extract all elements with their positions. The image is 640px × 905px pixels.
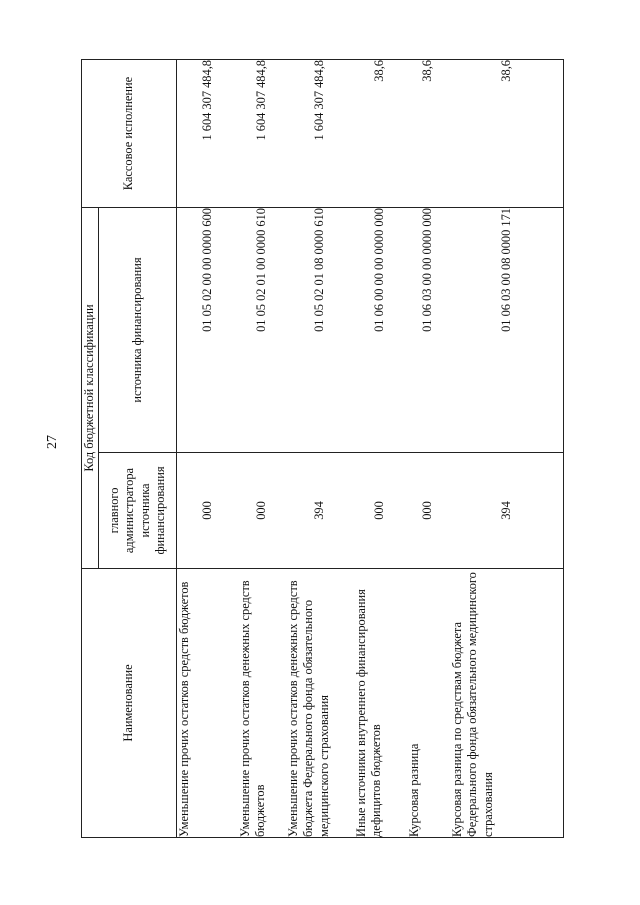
row-source-code: 01 05 02 01 00 0000 610: [238, 208, 286, 453]
table-row: [407, 60, 450, 838]
row-source-code: 01 06 03 00 08 0000 171: [450, 208, 564, 453]
table-header: [82, 60, 177, 838]
row-amount: 1 604 307 484,8: [286, 60, 354, 208]
header-name: Наименование: [82, 569, 177, 838]
table-row: [286, 60, 354, 838]
header-source: источника финансирования: [99, 208, 177, 453]
row-admin-code: 000: [238, 453, 286, 569]
row-amount: 38,6: [407, 60, 450, 208]
header-admin: главного администратора источника финансирования: [99, 453, 177, 569]
row-admin-code: 394: [450, 453, 564, 569]
row-admin-code: 000: [407, 453, 450, 569]
table-row: [177, 60, 238, 838]
row-name: Уменьшение прочих остатков денежных средств бюджетов: [238, 569, 286, 838]
rotated-page-content: [81, 60, 563, 838]
page-number: 27: [45, 435, 60, 449]
row-name: Уменьшение прочих остатков денежных средств бюджета Федерального фонда обязательного медицинского страхования: [286, 569, 354, 838]
header-code-group: Код бюджетной классификации: [82, 208, 99, 569]
table-row: [354, 60, 407, 838]
budget-sources-table: [81, 59, 564, 838]
table-row: [450, 60, 564, 838]
row-name: Иные источники внутреннего финансирования дефицитов бюджетов: [354, 569, 407, 838]
row-amount: 1 604 307 484,8: [238, 60, 286, 208]
header-amount: Кассовое исполнение: [82, 60, 177, 208]
row-source-code: 01 06 03 00 00 0000 000: [407, 208, 450, 453]
row-name: Уменьшение прочих остатков средств бюджетов: [177, 569, 238, 838]
row-admin-code: 394: [286, 453, 354, 569]
row-admin-code: 000: [177, 453, 238, 569]
row-source-code: 01 05 02 01 08 0000 610: [286, 208, 354, 453]
row-name: Курсовая разница по средствам бюджета Федерального фонда обязательного медицинского страхования: [450, 569, 564, 838]
row-amount: 38,6: [354, 60, 407, 208]
row-admin-code: 000: [354, 453, 407, 569]
table-row: [238, 60, 286, 838]
row-name: Курсовая разница: [407, 569, 450, 838]
row-amount: 1 604 307 484,8: [177, 60, 238, 208]
row-source-code: 01 05 02 00 00 0000 600: [177, 208, 238, 453]
row-source-code: 01 06 00 00 00 0000 000: [354, 208, 407, 453]
table-body: [177, 60, 564, 838]
row-amount: 38,6: [450, 60, 564, 208]
